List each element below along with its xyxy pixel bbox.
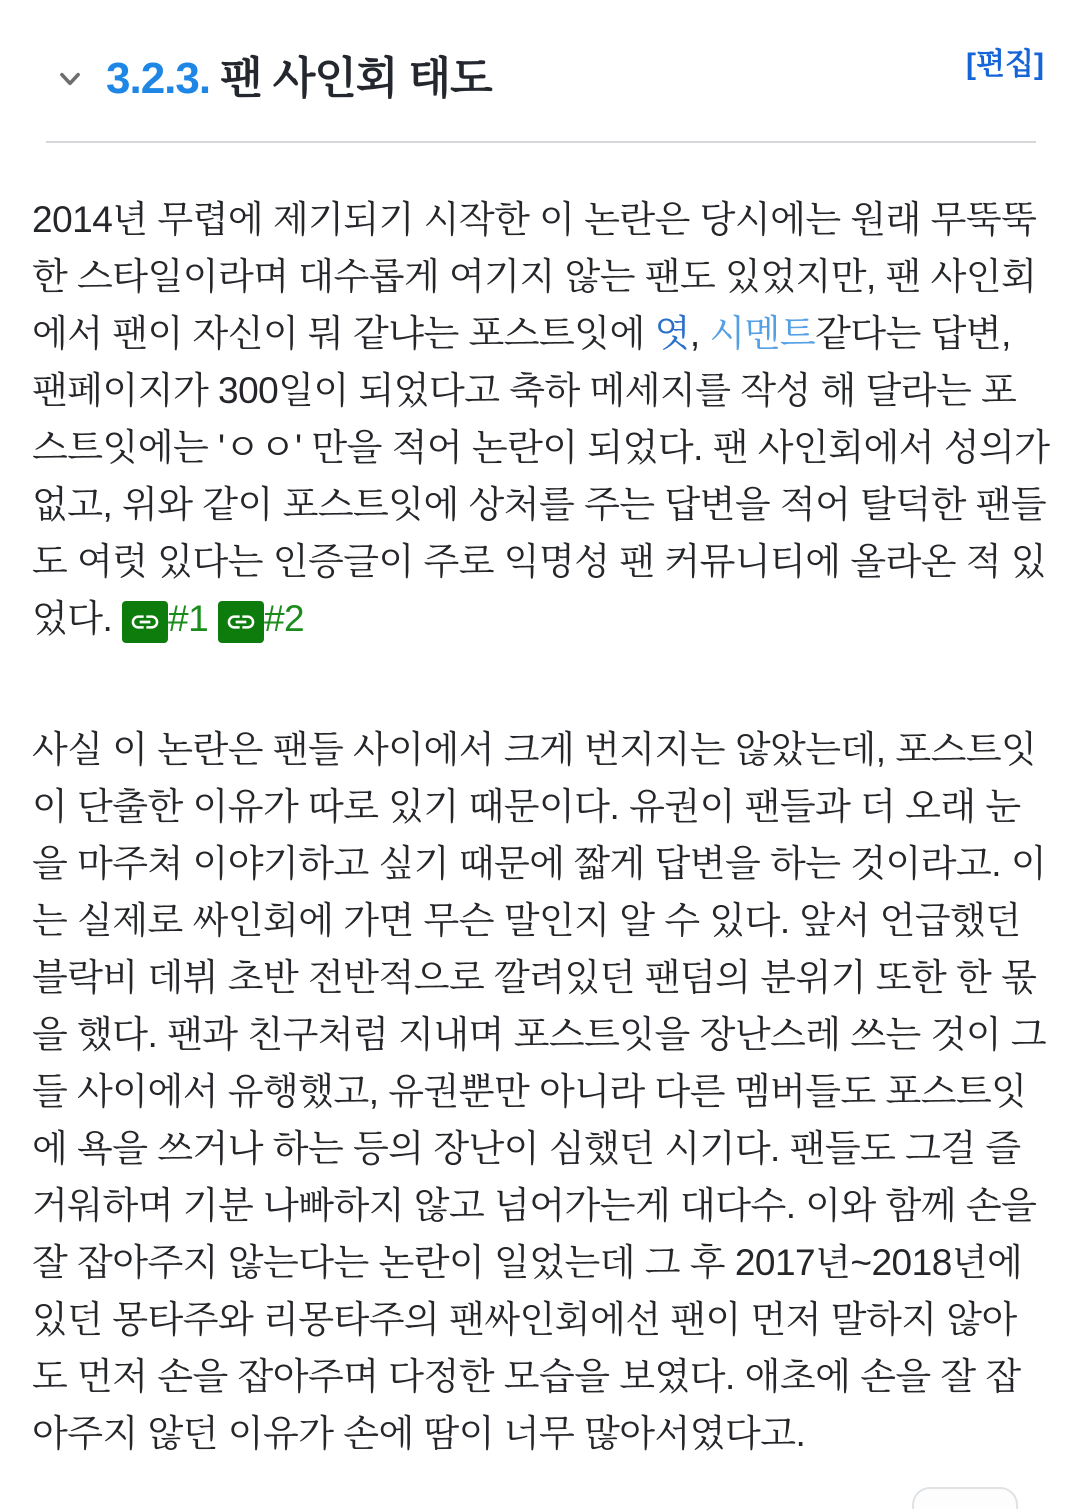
- floating-button-partial[interactable]: [912, 1487, 1018, 1509]
- paragraph-1-text: 2014년 무렵에 제기되기 시작한 이 논란은 당시에는 원래 무뚝뚝한 스타일이라며 대수롭게 여기지 않는 팬도 있었지만, 팬 사인회에서 팬이 자신이 뭐 같냐는 포스트잇에: [32, 198, 1037, 354]
- reference-label: #2: [263, 597, 305, 639]
- reference-link-1[interactable]: [122, 598, 208, 639]
- paragraph-1-text: 같다는 답변, 팬페이지가 300일이 되었다고 축하 메세지를 작성 해 달라는 포스트잇에는 'ㅇㅇ' 만을 적어 논란이 되었다. 팬 사인회에서 성의가 없고, 위와 같이 포스트잇에 상처를 주는 답변을 적어 탈덕한 팬들도 여럿 있다는 인증글이 주로 익명성 팬 커뮤니티에 올라온 적 있었다.: [32, 312, 1050, 639]
- chevron-down-icon[interactable]: [50, 62, 90, 96]
- section-title: 팬 사인회 태도: [220, 54, 492, 103]
- section-divider: [46, 141, 1036, 143]
- section-heading-row: [0, 48, 1080, 105]
- section-heading: [106, 54, 492, 105]
- edit-link[interactable]: [편집]: [966, 48, 1044, 81]
- external-link-icon: [218, 601, 264, 643]
- article-body: [0, 191, 1080, 1462]
- paragraph-1: [32, 191, 1050, 647]
- external-link-icon: [122, 601, 168, 643]
- section-number-link[interactable]: 3.2.3.: [106, 54, 211, 103]
- link-cement[interactable]: 시멘트: [709, 312, 816, 354]
- paragraph-1-text: ,: [689, 312, 710, 354]
- paragraph-2: 사실 이 논란은 팬들 사이에서 크게 번지지는 않았는데, 포스트잇이 단출한 이유가 따로 있기 때문이다. 유권이 팬들과 더 오래 눈을 마주쳐 이야기하고 싶기 때문에 짧게 답변을 하는 것이라고. 이는 실제로 싸인회에 가면 무슨 말인지 알 수 있다. 앞서 언급했던 블락비 데뷔 초반 전반적으로 깔려있던 팬덤의 분위기 또한 한 몫을 했다. 팬과 친구처럼 지내며 포스트잇을 장난스레 쓰는 것이 그들 사이에서 유행했고, 유권뿐만 아니라 다른 멤버들도 포스트잇에 욕을 쓰거나 하는 등의 장난이 심했던 시기다. 팬들도 그걸 즐거워하며 기분 나빠하지 않고 넘어가는게 대다수. 이와 함께 손을 잘 잡아주지 않는다는 논란이 일었는데 그 후 2017년~2018년에 있던 몽타주와 리몽타주의 팬싸인회에선 팬이 먼저 말하지 않아도 먼저 손을 잡아주며 다정한 모습을 보였다. 애초에 손을 잘 잡아주지 않던 이유가 손에 땀이 너무 많아서였다고.: [32, 728, 1047, 1454]
- reference-link-2[interactable]: [218, 598, 304, 639]
- ref-separator: [208, 598, 218, 639]
- reference-label: #1: [168, 597, 209, 639]
- link-yeot[interactable]: 엿: [654, 312, 690, 354]
